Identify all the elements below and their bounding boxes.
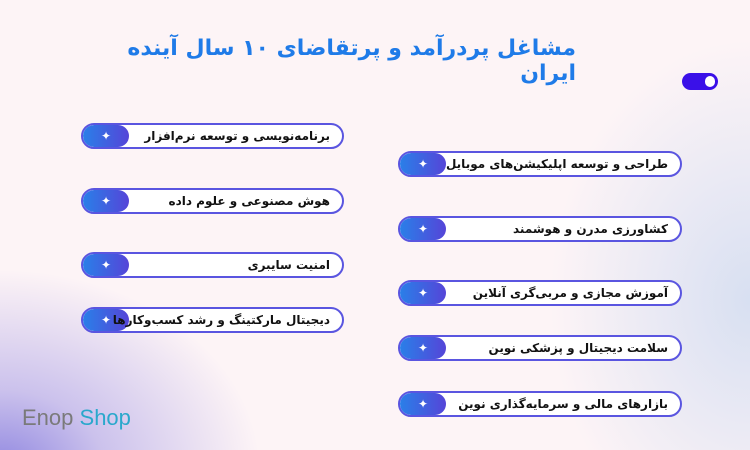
item-label: آموزش مجازی و مربی‌گری آنلاین [472,286,668,300]
sparkle-icon: ✦ [400,153,446,175]
item-label: کشاورزی مدرن و هوشمند [513,222,668,236]
sparkle-icon: ✦ [400,337,446,359]
list-item[interactable] [398,280,682,306]
list-item[interactable] [398,216,682,242]
sparkle-icon: ✦ [83,254,129,276]
sparkle-icon: ✦ [83,190,129,212]
list-item[interactable] [81,123,344,149]
list-item[interactable] [81,307,344,333]
list-item[interactable] [81,252,344,278]
sparkle-icon: ✦ [400,218,446,240]
logo-part1: Enop [22,405,74,430]
toggle-knob [705,76,715,87]
item-label: هوش مصنوعی و علوم داده [168,194,330,208]
sparkle-icon: ✦ [83,125,129,147]
logo-part2: Shop [79,405,131,430]
sparkle-icon: ✦ [400,282,446,304]
theme-toggle[interactable] [682,73,718,90]
list-item[interactable] [398,335,682,361]
list-item[interactable] [81,188,344,214]
item-label: دیجیتال مارکتینگ و رشد کسب‌وکارها [112,313,330,327]
sparkle-icon: ✦ [83,309,129,331]
item-label: بازارهای مالی و سرمایه‌گذاری نوین [458,397,668,411]
item-label: برنامه‌نویسی و توسعه نرم‌افزار [144,129,330,143]
enopshop-logo [22,405,131,431]
item-label: سلامت دیجیتال و پزشکی نوین [488,341,668,355]
item-label: طراحی و توسعه اپلیکیشن‌های موبایل [445,157,668,171]
sparkle-icon: ✦ [400,393,446,415]
item-label: امنیت سایبری [247,258,330,272]
list-item[interactable] [398,151,682,177]
list-item[interactable] [398,391,682,417]
page-title: مشاغل پردرآمد و پرتقاضای ۱۰ سال آینده ایران [127,36,576,86]
